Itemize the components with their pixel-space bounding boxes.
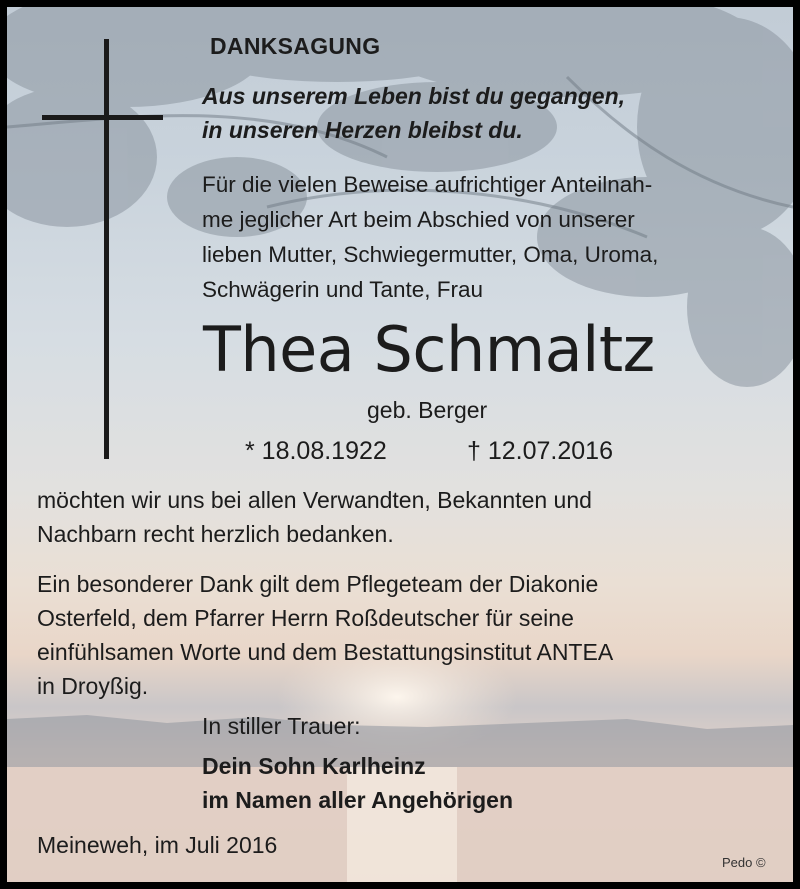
maiden-name: geb. Berger xyxy=(367,397,488,423)
deceased-name: Thea Schmaltz xyxy=(203,313,655,386)
signer-line: im Namen aller Angehörigen xyxy=(202,787,513,813)
obituary-notice xyxy=(7,7,793,882)
notice-heading: DANKSAGUNG xyxy=(210,33,381,59)
motto xyxy=(202,79,625,147)
special-thanks-line: in Droyßig. xyxy=(37,673,149,699)
birth-date: * 18.08.1922 xyxy=(245,437,387,465)
intro-line: lieben Mutter, Schwiegermutter, Oma, Uroma, xyxy=(202,242,659,267)
intro-line: me jeglicher Art beim Abschied von unserer xyxy=(202,207,635,232)
thanks-paragraph xyxy=(37,483,592,551)
special-thanks-line: Osterfeld, dem Pfarrer Herrn Roßdeutscher für seine xyxy=(37,605,574,631)
cross-symbol-horizontal xyxy=(42,115,163,120)
place-date: Meineweh, im Juli 2016 xyxy=(37,832,278,858)
special-thanks-paragraph xyxy=(37,567,613,703)
image-credit: Pedo © xyxy=(722,855,766,870)
death-date: † 12.07.2016 xyxy=(467,437,613,465)
intro-line: Für die vielen Beweise aufrichtiger Anteilnah- xyxy=(202,172,653,197)
motto-line: Aus unserem Leben bist du gegangen, xyxy=(202,83,626,109)
special-thanks-line: einfühlsamen Worte und dem Bestattungsinstitut ANTEA xyxy=(37,639,614,665)
thanks-line: möchten wir uns bei allen Verwandten, Bekannten und xyxy=(37,487,592,513)
motto-line: in unseren Herzen bleibst du. xyxy=(202,117,523,143)
special-thanks-line: Ein besonderer Dank gilt dem Pflegeteam der Diakonie xyxy=(37,571,599,597)
intro-text xyxy=(202,167,767,307)
intro-line: Schwägerin und Tante, Frau xyxy=(202,277,484,302)
signer xyxy=(202,749,513,817)
thanks-line: Nachbarn recht herzlich bedanken. xyxy=(37,521,394,547)
signer-line: Dein Sohn Karlheinz xyxy=(202,753,426,779)
mourning-line: In stiller Trauer: xyxy=(202,713,361,739)
cross-symbol-vertical xyxy=(104,39,109,459)
